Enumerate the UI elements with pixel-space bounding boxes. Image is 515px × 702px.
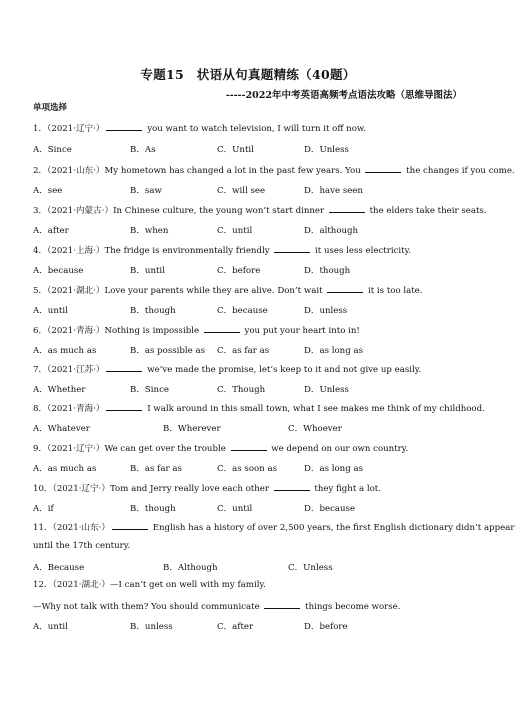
- answer-option: D．Unless: [304, 385, 349, 395]
- question-1: 1．（2021·辽宁·） you want to watch television, I will turn it off now.: [33, 124, 366, 134]
- answer-option: C．will see: [217, 186, 266, 196]
- answer-option: B．though: [130, 504, 176, 514]
- answer-option: C．Though: [217, 385, 266, 395]
- answer-option: C．as soon as: [217, 464, 277, 474]
- answer-option: A．until: [33, 622, 68, 632]
- answer-option: C．as far as: [217, 346, 270, 356]
- answer-option: A．as much as: [33, 464, 97, 474]
- answer-option: C．until: [217, 226, 253, 236]
- answer-option: A．because: [33, 266, 84, 276]
- question-5: 5．（2021·湖北·）Love your parents while they are alive. Don’t wait it is too late.: [33, 286, 423, 296]
- answer-blank: [264, 600, 300, 609]
- answer-option: D．Unless: [304, 145, 349, 155]
- question-3: 3．（2021·内蒙古·）In Chinese culture, the young won’t start dinner the elders take their seats.: [33, 206, 487, 216]
- answer-option: A．until: [33, 306, 68, 316]
- answer-option: C．because: [217, 306, 268, 316]
- section-heading: 单项选择: [33, 103, 68, 113]
- question-6: 6．（2021·青海·）Nothing is impossible you put your heart into in!: [33, 326, 360, 336]
- question-12: 12．（2021·湖北·）—I can’t get on well with my family.: [33, 580, 266, 590]
- question-2: 2．（2021·山东·）My hometown has changed a lot in the past few years. You the changes if you come.: [33, 166, 515, 176]
- answer-blank: [106, 122, 142, 131]
- answer-option: D．though: [304, 266, 351, 276]
- question-11-continuation: until the 17th century.: [33, 541, 131, 551]
- answer-option: A．as much as: [33, 346, 97, 356]
- answer-blank: [329, 204, 365, 213]
- answer-option: C．after: [217, 622, 254, 632]
- answer-blank: [106, 402, 142, 411]
- question-12-line-2: —Why not talk with them? You should communicate things become worse.: [33, 602, 401, 612]
- answer-option: A．Whatever: [33, 424, 90, 434]
- question-4: 4．（2021·上海·）The fridge is environmentally friendly it uses less electricity.: [33, 246, 412, 256]
- answer-option: A．Since: [33, 145, 72, 155]
- answer-option: B．As: [130, 145, 156, 155]
- question-7: 7．（2021·江苏·） we’ve made the promise, let’s keep to it and not give up easily.: [33, 365, 422, 375]
- page-subtitle: -----2022年中考英语高频考点语法攻略（思维导图法）: [225, 90, 462, 101]
- answer-blank: [231, 442, 267, 451]
- answer-option: C．Unless: [288, 563, 333, 573]
- answer-blank: [365, 164, 401, 173]
- answer-blank: [274, 244, 310, 253]
- answer-blank: [112, 521, 148, 530]
- answer-option: C．Until: [217, 145, 254, 155]
- answer-option: A．after: [33, 226, 69, 236]
- answer-option: D．have seen: [304, 186, 363, 196]
- answer-option: B．when: [130, 226, 169, 236]
- question-11: 11．（2021·山东·） English has a history of over 2,500 years, the first English dictionary didn’t appear: [33, 523, 515, 533]
- answer-option: A．Because: [33, 563, 85, 573]
- answer-option: C．Whoever: [288, 424, 342, 434]
- answer-option: B．as far as: [130, 464, 182, 474]
- answer-blank: [106, 363, 142, 372]
- answer-option: C．until: [217, 504, 253, 514]
- answer-option: D．unless: [304, 306, 348, 316]
- question-8: 8．（2021·青海·） I walk around in this small town, what I see makes me think of my childhood.: [33, 404, 485, 414]
- answer-option: D．as long as: [304, 464, 363, 474]
- question-10: 10．（2021·辽宁·）Tom and Jerry really love each other they fight a lot.: [33, 484, 381, 494]
- answer-option: B．as possible as: [130, 346, 206, 356]
- answer-option: D．because: [304, 504, 356, 514]
- answer-option: B．unless: [130, 622, 173, 632]
- answer-blank: [274, 482, 310, 491]
- answer-blank: [204, 324, 240, 333]
- answer-option: B．saw: [130, 186, 162, 196]
- answer-option: C．before: [217, 266, 261, 276]
- answer-blank: [327, 284, 363, 293]
- answer-option: D．as long as: [304, 346, 363, 356]
- answer-option: B．Although: [163, 563, 218, 573]
- answer-option: B．until: [130, 266, 165, 276]
- answer-option: D．before: [304, 622, 348, 632]
- question-9: 9．（2021·辽宁·）We can get over the trouble we depend on our own country.: [33, 444, 409, 454]
- answer-option: A．see: [33, 186, 63, 196]
- answer-option: B．though: [130, 306, 176, 316]
- answer-option: A．Whether: [33, 385, 86, 395]
- answer-option: B．Since: [130, 385, 169, 395]
- answer-option: D．although: [304, 226, 359, 236]
- answer-option: A．if: [33, 504, 54, 514]
- page-title: 专题15 状语从句真题精练（40题）: [140, 67, 356, 82]
- answer-option: B．Wherever: [163, 424, 221, 434]
